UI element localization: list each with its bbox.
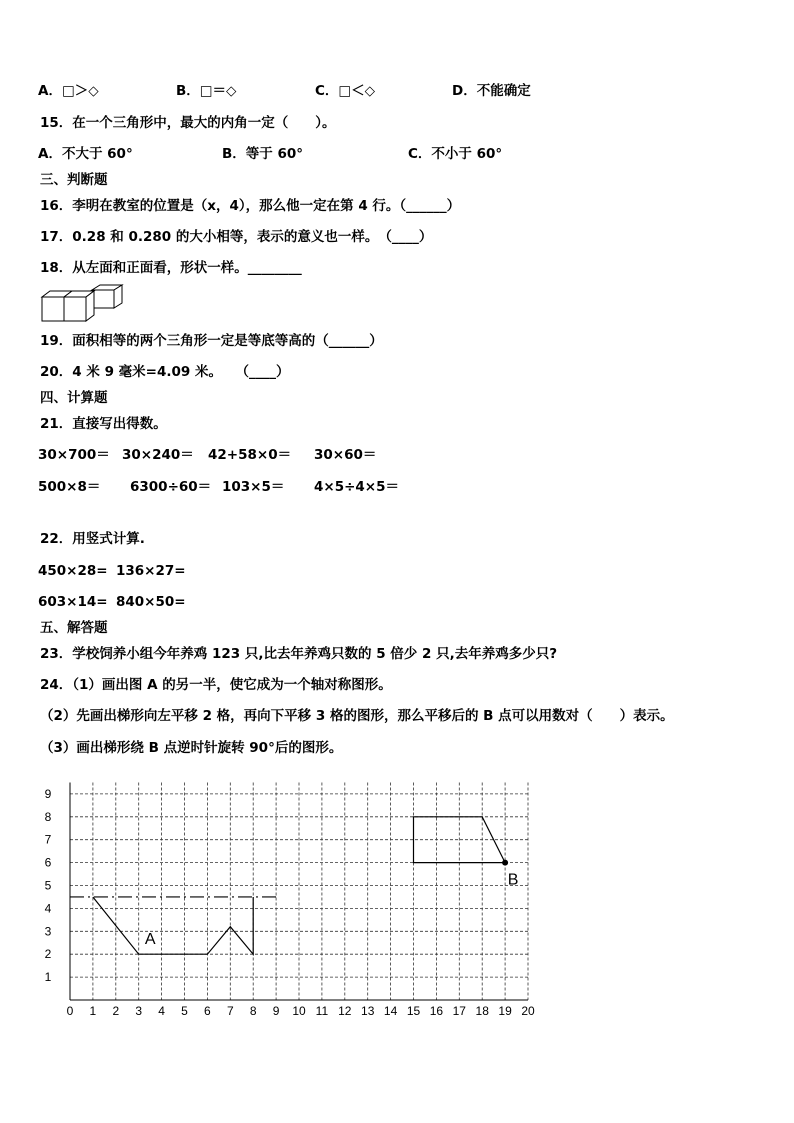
q22-item: 840×50= [116,594,186,610]
x-tick-label: 13 [361,1004,375,1018]
x-tick-label: 0 [66,1004,74,1018]
point-b-dot [502,860,508,866]
q15-stem: 15．在一个三角形中，最大的内角一定（ ）。 [40,115,336,131]
x-tick-label: 19 [498,1004,512,1018]
q14-option-b: B．□＝◇ [176,83,237,99]
cube-1-front [42,297,64,321]
y-tick-label: 7 [44,832,52,847]
q23: 23．学校饲养小组今年养鸡 123 只,比去年养鸡只数的 5 倍少 2 只,去年养鸡多少只? [40,646,558,662]
q15-option-c: C．不小于 60° [408,146,503,162]
x-tick-label: 10 [292,1004,306,1018]
q21-item: 500×8＝ [38,479,101,495]
cube-2-side [86,291,94,321]
x-tick-label: 11 [315,1004,329,1018]
q24-part-1: 24．（1）画出图 A 的另一半，使它成为一个轴对称图形。 [40,677,392,693]
y-tick-label: 5 [44,878,52,893]
q15-option-a: A．不大于 60° [38,146,133,162]
x-tick-label: 17 [452,1004,466,1018]
section-3-heading: 三、判断题 [40,172,108,188]
x-tick-label: 20 [521,1004,535,1018]
q24-part-3: （3）画出梯形绕 B 点逆时针旋转 90°后的图形。 [40,740,343,756]
q24-part-2: （2）先画出梯形向左平移 2 格，再向下平移 3 格的图形，那么平移后的 B 点可以用数对（ ）表示。 [40,708,674,724]
x-tick-label: 2 [112,1004,120,1018]
q18: 18．从左面和正面看，形状一样。________ [40,260,302,276]
x-tick-label: 15 [406,1004,421,1018]
cube-2-front [64,297,86,321]
figure-a-outline [93,897,253,954]
x-tick-label: 7 [226,1004,234,1018]
q15-option-b: B．等于 60° [222,146,304,162]
x-tick-label: 18 [475,1004,489,1018]
q21-item: 30×700＝ [38,447,110,463]
section-4-heading: 四、计算题 [40,390,108,406]
y-tick-label: 8 [44,809,52,824]
q17: 17．0.28 和 0.280 的大小相等，表示的意义也一样。 （____） [40,229,433,245]
coordinate-grid [30,775,550,1025]
q14-option-d: D．不能确定 [452,83,531,99]
q21-item: 30×60＝ [314,447,377,463]
y-tick-label: 9 [44,786,52,801]
q22-item: 136×27= [116,563,186,579]
q21-item: 30×240＝ [122,447,194,463]
cube-figure [40,283,130,323]
q22-stem: 22．用竖式计算. [40,531,145,547]
q21-item: 6300÷60＝ [130,479,212,495]
q22-item: 450×28= [38,563,108,579]
q19: 19．面积相等的两个三角形一定是等底等高的（______） [40,333,383,349]
q20: 20．4 米 9 毫米=4.09 米。 （____） [40,364,290,380]
q21-item: 4×5÷4×5＝ [314,479,400,495]
x-tick-label: 9 [272,1004,280,1018]
point-b-label: B [507,871,519,889]
cube-back-front [92,290,114,308]
y-tick-label: 1 [44,970,52,985]
q14-option-a: A．□＞◇ [38,83,99,99]
y-tick-label: 4 [44,901,52,916]
section-5-heading: 五、解答题 [40,620,108,636]
q14-option-c: C．□＜◇ [315,83,376,99]
q21-stem: 21．直接写出得数。 [40,416,167,432]
x-tick-label: 3 [135,1004,143,1018]
y-tick-label: 6 [44,855,52,870]
x-tick-label: 5 [181,1004,188,1018]
x-tick-label: 4 [158,1004,165,1018]
x-tick-label: 6 [204,1004,211,1018]
q22-item: 603×14= [38,594,108,610]
x-tick-label: 14 [383,1004,398,1018]
x-tick-label: 16 [429,1004,444,1018]
q16: 16．李明在教室的位置是（x，4），那么他一定在第 4 行。（______） [40,198,461,214]
y-tick-label: 3 [44,924,52,939]
q21-item: 103×5＝ [222,479,285,495]
figure-a-label: A [144,931,156,949]
y-tick-label: 2 [44,947,52,962]
x-tick-label: 1 [89,1004,97,1018]
q21-item: 42+58×0＝ [208,447,292,463]
x-tick-label: 8 [249,1004,257,1018]
x-tick-label: 12 [338,1004,352,1018]
